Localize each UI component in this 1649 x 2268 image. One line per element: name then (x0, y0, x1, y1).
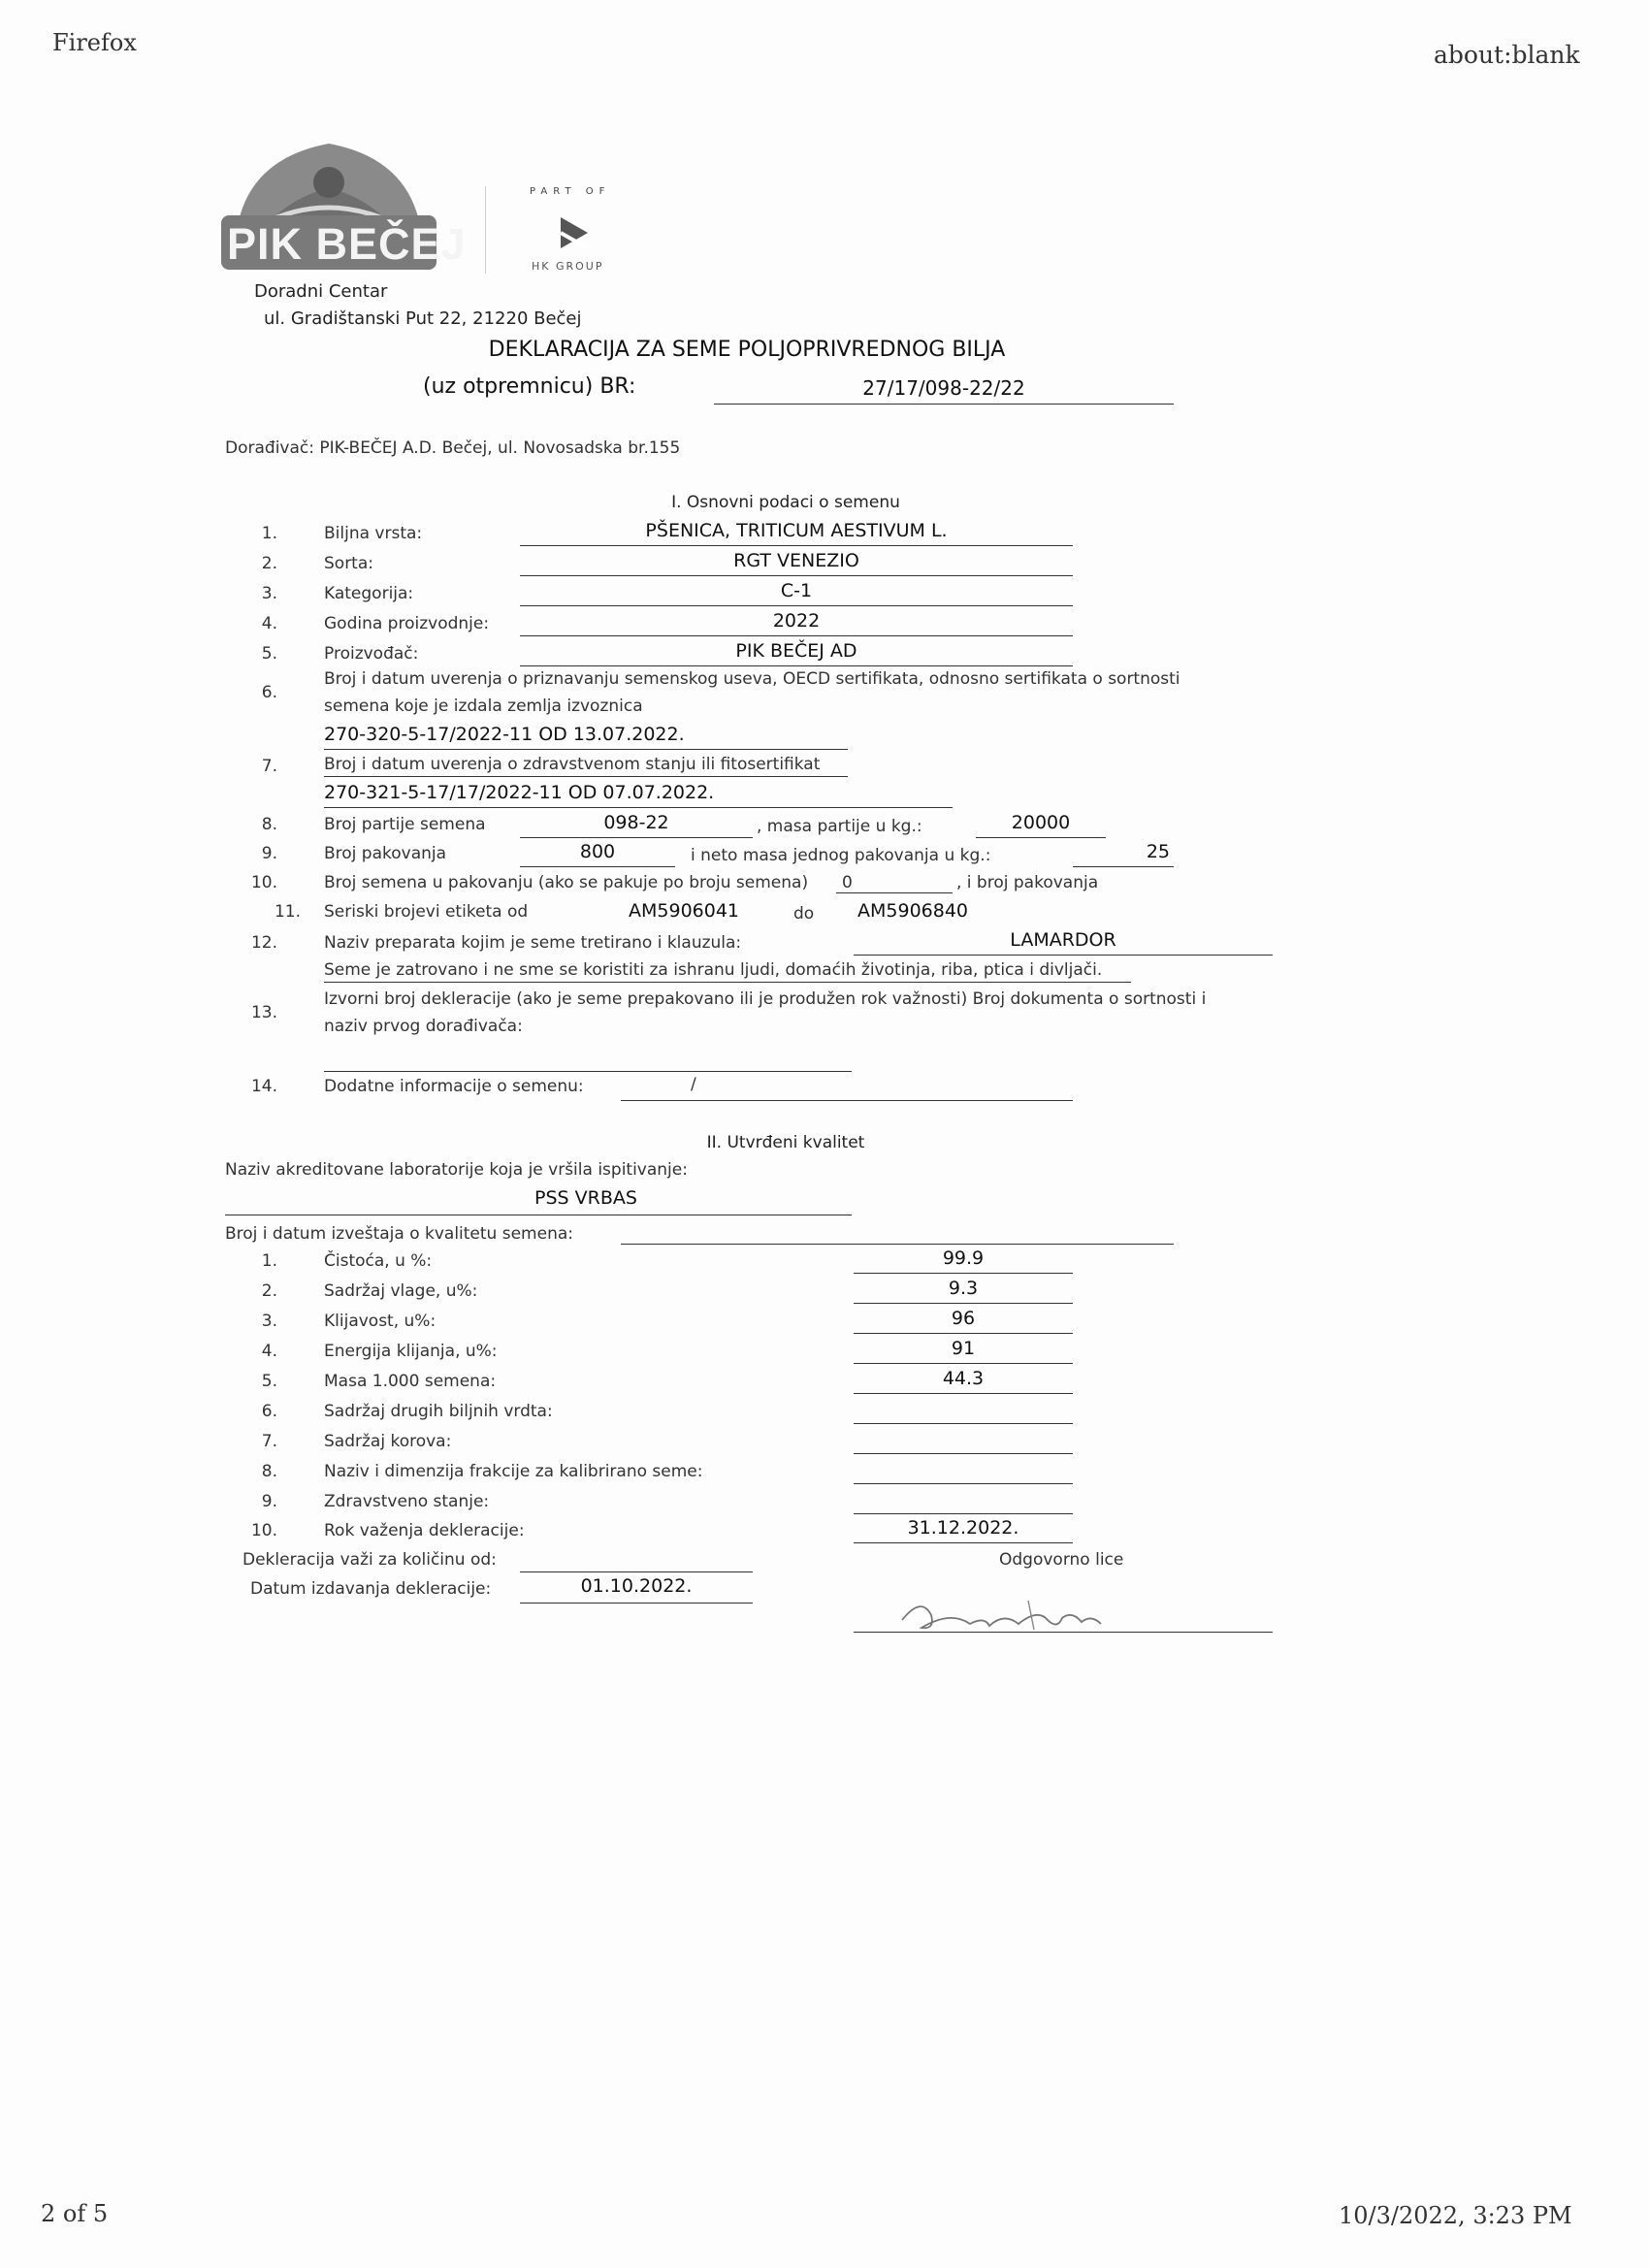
quality-label: Čistoća, u %: (324, 1251, 433, 1271)
print-datetime: 10/3/2022, 3:23 PM (1339, 2202, 1572, 2229)
packages-value: 800 (579, 841, 616, 862)
quality-label: Rok važenja dekleracije: (324, 1521, 525, 1540)
labels-serial-from: AM5906041 (629, 900, 740, 922)
quality-label: Masa 1.000 semena: (324, 1372, 497, 1391)
treatment-value: LAMARDOR (1010, 929, 1116, 951)
row-number: 4. (261, 614, 277, 633)
lot-mass-label: , masa partije u kg.: (757, 817, 922, 836)
company-logo (221, 132, 467, 275)
declaration-origin-line2: naziv prvog dorađivača: (324, 1017, 523, 1036)
report-label: Broj i datum izveštaja o kvalitetu semena: (225, 1224, 573, 1244)
row-number: 8. (261, 1462, 277, 1481)
quality-label: Zdravstveno stanje: (324, 1492, 490, 1511)
labels-serial-do: do (793, 904, 815, 923)
partner-line1: PART OF (530, 186, 611, 197)
field-value-producer: PIK BEČEJ AD (735, 640, 857, 662)
row-number: 4. (261, 1342, 277, 1361)
lot-mass-value: 20000 (1011, 812, 1071, 833)
lab-label: Naziv akreditovane laboratorije koja je vršila ispitivanje: (225, 1160, 688, 1180)
page-counter: 2 of 5 (41, 2200, 109, 2227)
additional-info-value: / (691, 1075, 696, 1094)
row-number: 5. (261, 644, 277, 664)
phyto-label: Broj i datum uverenja o zdravstvenom stanju ili fitosertifikat (324, 755, 821, 774)
seed-count-value: 0 (842, 873, 853, 892)
cert-label-line2: semena koje je izdala zemlja izvoznica (324, 697, 643, 716)
issue-date-value: 01.10.2022. (580, 1575, 693, 1597)
cert-label-line1: Broj i datum uverenja o priznavanju semenskog useva, OECD sertifikata, odnosno sertifikata o sortnosti (324, 669, 1180, 689)
field-value-year: 2022 (772, 610, 821, 632)
row-number: 9. (261, 1492, 277, 1511)
browser-app-name: Firefox (52, 29, 137, 56)
field-value-category: C-1 (780, 580, 813, 601)
cert-value: 270-320-5-17/2022-11 OD 13.07.2022. (324, 724, 685, 745)
qty-label: Dekleracija važi za količinu od: (242, 1550, 497, 1570)
field-label: Proizvođač: (324, 644, 419, 664)
quality-value-moisture: 9.3 (948, 1278, 979, 1299)
row-number: 7. (261, 757, 277, 776)
package-mass-value: 25 (1146, 841, 1170, 862)
field-label: Godina proizvodnje: (324, 614, 490, 633)
row-number: 3. (261, 1312, 277, 1331)
quality-value-expiry: 31.12.2022. (907, 1517, 1019, 1539)
lab-value: PSS VRBAS (534, 1187, 637, 1209)
quality-value-tkw: 44.3 (942, 1368, 985, 1389)
treatment-clause: Seme je zatrovano i ne sme se koristiti za ishranu ljudi, domaćih životinja, riba, ptica i divljači. (324, 960, 1103, 980)
quality-value-energy: 91 (951, 1338, 976, 1359)
dept-address: ul. Gradištanski Put 22, 21220 Bečej (264, 308, 582, 329)
row-number: 7. (261, 1432, 277, 1451)
lot-value: 098-22 (603, 812, 669, 833)
row-number: 10. (250, 1521, 277, 1540)
processor-line: Dorađivač: PIK-BEČEJ A.D. Bečej, ul. Novosadska br.155 (225, 438, 681, 458)
row-number: 10. (250, 873, 277, 892)
partner-line2: HK GROUP (532, 260, 604, 273)
row-number: 1. (261, 1251, 277, 1271)
seed-count-label: Broj semena u pakovanju (ako se pakuje po broju semena) (324, 873, 809, 892)
row-number: 13. (250, 1003, 277, 1022)
field-label: Biljna vrsta: (324, 524, 423, 543)
row-number: 2. (261, 1281, 277, 1301)
lot-label: Broj partije semena (324, 815, 486, 834)
field-value-species: PŠENICA, TRITICUM AESTIVUM L. (645, 520, 948, 541)
doc-subtitle: (uz otpremnicu) BR: (423, 374, 636, 399)
issue-date-label: Datum izdavanja dekleracije: (250, 1579, 492, 1599)
field-label: Kategorija: (324, 584, 414, 603)
row-number: 11. (274, 902, 301, 922)
row-number: 12. (250, 933, 277, 953)
row-number: 9. (261, 844, 277, 863)
quality-label: Naziv i dimenzija frakcije za kalibrirano seme: (324, 1462, 703, 1481)
phyto-value: 270-321-5-17/17/2022-11 OD 07.07.2022. (324, 782, 715, 803)
row-number: 3. (261, 584, 277, 603)
responsible-label: Odgovorno lice (999, 1550, 1124, 1570)
quality-label: Klijavost, u%: (324, 1312, 436, 1331)
row-number: 6. (261, 683, 277, 702)
logo-text: PIK BEČEJ (227, 219, 467, 269)
doc-number: 27/17/098-22/22 (862, 376, 1025, 400)
row-number: 14. (250, 1077, 277, 1096)
signature-icon (892, 1591, 1145, 1643)
browser-url: about:blank (1434, 41, 1580, 69)
section2-title: II. Utvrđeni kvalitet (706, 1133, 865, 1152)
seed-count-packages-label: , i broj pakovanja (956, 873, 1099, 892)
quality-label: Sadržaj vlage, u%: (324, 1281, 478, 1301)
quality-value-purity: 99.9 (942, 1247, 985, 1269)
section1-title: I. Osnovni podaci o semenu (671, 493, 900, 512)
row-number: 8. (261, 815, 277, 834)
treatment-label: Naziv preparata kojim je seme tretirano i klauzula: (324, 933, 742, 953)
quality-label: Energija klijanja, u%: (324, 1342, 498, 1361)
labels-serial-label: Seriski brojevi etiketa od (324, 902, 529, 922)
quality-label: Sadržaj korova: (324, 1432, 452, 1451)
labels-serial-to: AM5906840 (857, 900, 969, 922)
package-mass-label: i neto masa jednog pakovanja u kg.: (691, 846, 991, 865)
dept-name: Doradni Centar (254, 281, 388, 302)
row-number: 5. (261, 1372, 277, 1391)
hk-group-logo-icon (555, 213, 594, 256)
field-value-variety: RGT VENEZIO (733, 550, 859, 571)
row-number: 1. (261, 524, 277, 543)
quality-label: Sadržaj drugih biljnih vrdta: (324, 1402, 553, 1421)
additional-info-label: Dodatne informacije o semenu: (324, 1077, 584, 1096)
packages-label: Broj pakovanja (324, 844, 447, 863)
field-label: Sorta: (324, 554, 373, 573)
page-title: DEKLARACIJA ZA SEME POLJOPRIVREDNOG BILJA (488, 338, 1006, 362)
declaration-origin-line1: Izvorni broj dekleracije (ako je seme prepakovano ili je produžen rok važnosti) Broj dokumenta o sortnosti i (324, 989, 1207, 1009)
row-number: 2. (261, 554, 277, 573)
row-number: 6. (261, 1402, 277, 1421)
quality-value-germination: 96 (951, 1308, 976, 1329)
